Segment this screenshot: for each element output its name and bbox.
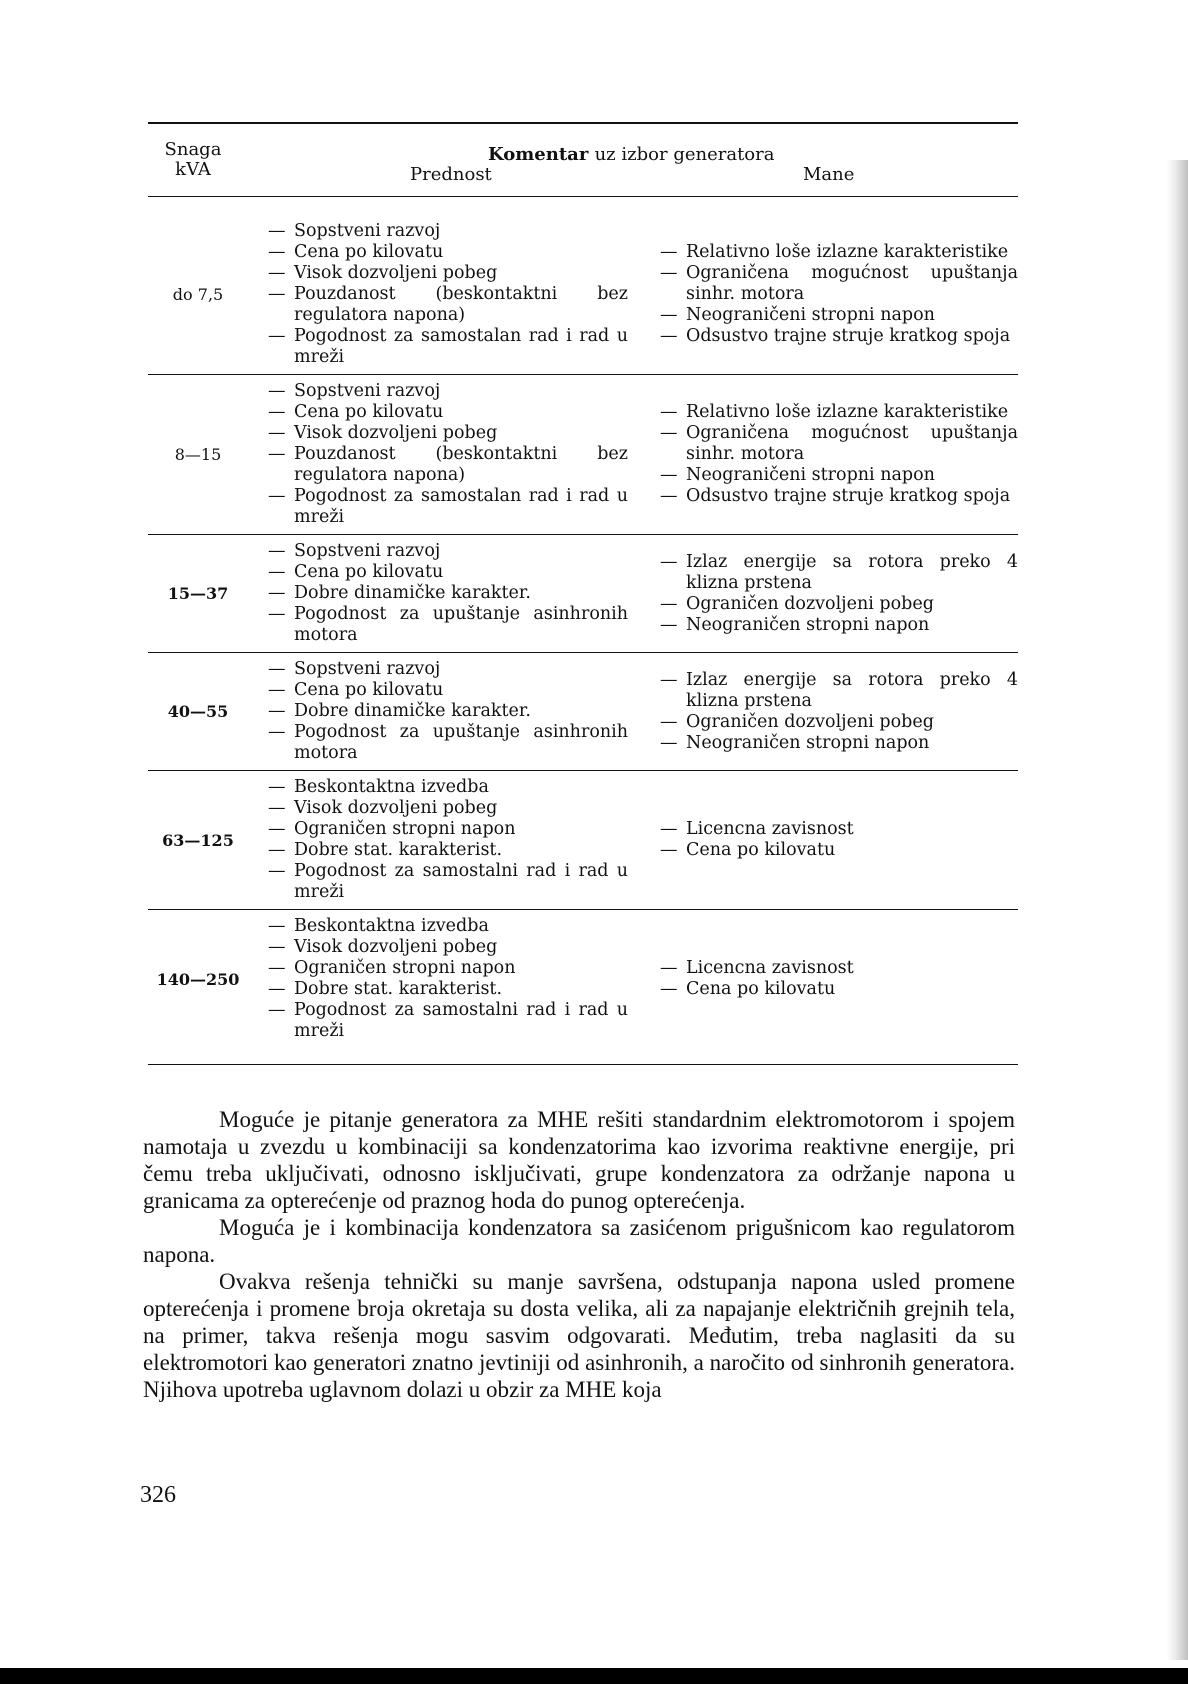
prednost-text: Visok dozvoljeni pobeg xyxy=(294,937,498,957)
cell-prednost xyxy=(248,653,634,771)
prednost-text: Pouzdanost (beskontaktni bez regulatora napona) xyxy=(294,284,628,325)
prednost-text: Beskontaktna izvedba xyxy=(294,777,489,797)
table-row xyxy=(148,375,1018,535)
mane-text: Odsustvo trajne struje kratkog spoja xyxy=(686,326,1011,346)
prednost-item xyxy=(268,242,628,263)
body-text xyxy=(143,1106,1015,1403)
table-row xyxy=(148,653,1018,771)
prednost-item xyxy=(268,840,628,861)
cell-snaga: 15—37 xyxy=(148,535,248,653)
dash-bullet: — xyxy=(268,583,286,603)
dash-bullet: — xyxy=(268,1000,286,1020)
mane-text: Relativno loše izlazne karakteristike xyxy=(686,242,1009,262)
cell-prednost xyxy=(248,197,634,375)
mane-text: Cena po kilovatu xyxy=(686,840,836,860)
dash-bullet: — xyxy=(268,402,286,422)
prednost-text: Sopstveni razvoj xyxy=(294,381,441,401)
mane-text: Ograničen dozvoljeni pobeg xyxy=(686,711,934,732)
cell-prednost xyxy=(248,535,634,653)
header-title-rest: uz izbor generatora xyxy=(594,144,775,165)
table-row xyxy=(148,535,1018,653)
mane-item xyxy=(660,594,1018,615)
mane-item xyxy=(660,402,1018,423)
prednost-item xyxy=(268,1000,628,1042)
dash-bullet: — xyxy=(660,732,678,753)
table-row xyxy=(148,771,1018,910)
page-number: 326 xyxy=(140,1482,176,1508)
dash-bullet: — xyxy=(268,221,286,241)
prednost-item xyxy=(268,444,628,486)
cell-snaga: 8—15 xyxy=(148,375,248,535)
prednost-item xyxy=(268,819,628,840)
prednost-text: Beskontaktna izvedba xyxy=(294,916,489,936)
mane-text: Licencna zavisnost xyxy=(686,958,854,978)
dash-bullet: — xyxy=(268,562,286,582)
mane-text: Izlaz energije sa rotora preko 4 klizna prstena xyxy=(686,669,1018,711)
cell-prednost xyxy=(248,771,634,910)
prednost-item xyxy=(268,284,628,326)
dash-bullet: — xyxy=(268,263,286,283)
table-row xyxy=(148,910,1018,1065)
prednost-item xyxy=(268,680,628,701)
mane-item xyxy=(660,840,1018,861)
prednost-item xyxy=(268,486,628,528)
table-body xyxy=(148,197,1018,1065)
cell-snaga: 140—250 xyxy=(148,910,248,1065)
mane-text: Cena po kilovatu xyxy=(686,979,836,999)
header-snaga-label: Snaga xyxy=(164,139,222,160)
dash-bullet: — xyxy=(268,242,286,262)
mane-item xyxy=(660,326,1018,347)
mane-text: Relativno loše izlazne karakteristike xyxy=(686,402,1009,422)
prednost-text: Dobre stat. karakterist. xyxy=(294,840,503,860)
dash-bullet: — xyxy=(268,659,286,679)
prednost-item xyxy=(268,402,628,423)
prednost-item xyxy=(268,979,628,1000)
prednost-item xyxy=(268,562,628,583)
dash-bullet: — xyxy=(268,444,286,464)
dash-bullet: — xyxy=(268,916,286,936)
dash-bullet: — xyxy=(268,840,286,860)
header-title xyxy=(488,144,774,165)
prednost-item xyxy=(268,381,628,402)
dash-bullet: — xyxy=(660,958,678,978)
prednost-text: Pouzdanost (beskontaktni bez regulatora napona) xyxy=(294,444,628,485)
prednost-text: Pogodnost za upuštanje asinhronih motora xyxy=(294,604,628,645)
prednost-text: Sopstveni razvoj xyxy=(294,541,441,561)
scan-bottom-bar xyxy=(0,1668,1188,1684)
prednost-item xyxy=(268,423,628,444)
dash-bullet: — xyxy=(660,979,678,999)
mane-text: Ograničena mogućnost upuštanja sinhr. motora xyxy=(686,423,1018,464)
dash-bullet: — xyxy=(660,305,678,325)
prednost-text: Dobre stat. karakterist. xyxy=(294,979,503,999)
cell-mane xyxy=(634,375,1018,535)
mane-item xyxy=(660,552,1018,594)
prednost-text: Cena po kilovatu xyxy=(294,562,444,582)
dash-bullet: — xyxy=(660,486,678,506)
dash-bullet: — xyxy=(268,486,286,506)
dash-bullet: — xyxy=(268,777,286,797)
mane-item xyxy=(660,733,1018,754)
prednost-text: Pogodnost za samostalni rad i rad u mreži xyxy=(294,1000,628,1041)
prednost-text: Sopstveni razvoj xyxy=(294,659,441,679)
cell-mane xyxy=(634,535,1018,653)
mane-text: Licencna zavisnost xyxy=(686,819,854,839)
dash-bullet: — xyxy=(660,423,678,443)
header-snaga-unit: kVA xyxy=(175,159,211,180)
mane-item xyxy=(660,670,1018,712)
dash-bullet: — xyxy=(660,263,678,283)
dash-bullet: — xyxy=(660,402,678,422)
prednost-item xyxy=(268,861,628,903)
header-prednost: Prednost xyxy=(410,164,492,185)
dash-bullet: — xyxy=(660,465,678,485)
header-snaga xyxy=(148,140,238,180)
dash-bullet: — xyxy=(268,381,286,401)
generator-comparison-table xyxy=(148,122,1018,1065)
table-row xyxy=(148,197,1018,375)
cell-mane xyxy=(634,653,1018,771)
mane-text: Ograničena mogućnost upuštanja sinhr. motora xyxy=(686,263,1018,304)
table-header xyxy=(148,124,1018,196)
prednost-text: Pogodnost za samostalni rad i rad u mreži xyxy=(294,861,628,902)
paragraph: Moguća je i kombinacija kondenzatora sa zasićenom prigušnicom kao regulatorom napona. xyxy=(143,1215,1015,1267)
prednost-text: Dobre dinamičke karakter. xyxy=(294,701,531,721)
prednost-text: Cena po kilovatu xyxy=(294,402,444,422)
dash-bullet: — xyxy=(268,819,286,839)
dash-bullet: — xyxy=(660,840,678,860)
dash-bullet: — xyxy=(660,711,678,732)
dash-bullet: — xyxy=(268,701,286,721)
header-mane: Mane xyxy=(803,164,855,185)
paragraph: Ovakva rešenja tehnički su manje savršena, odstupanja napona usled promene opterećenja i promene broja okretaja su dosta velika, ali za napajanje električnih grejnih tela, na primer, takva rešenja mogu sasvim odgovarati. Međutim, treba naglasiti da su elektromotori kao generatori znatno jevtiniji od asinhronih, a naročito od sinhronih generatora. Njihova upotreba uglavnom dolazi u obzir za MHE koja xyxy=(143,1269,1015,1402)
prednost-text: Pogodnost za upuštanje asinhronih motora xyxy=(294,722,628,763)
mane-text: Neograničeni stropni napon xyxy=(686,465,935,485)
dash-bullet: — xyxy=(660,326,678,346)
prednost-item xyxy=(268,326,628,368)
mane-text: Ograničen dozvoljeni pobeg xyxy=(686,593,934,614)
cell-snaga: do 7,5 xyxy=(148,197,248,375)
prednost-item xyxy=(268,958,628,979)
prednost-item xyxy=(268,541,628,562)
header-title-bold: Komentar xyxy=(488,144,589,165)
dash-bullet: — xyxy=(268,326,286,346)
mane-text: Neograničeni stropni napon xyxy=(686,305,935,325)
dash-bullet: — xyxy=(268,798,286,818)
mane-text: Odsustvo trajne struje kratkog spoja xyxy=(686,486,1011,506)
cell-prednost xyxy=(248,910,634,1065)
cell-snaga: 40—55 xyxy=(148,653,248,771)
prednost-item xyxy=(268,798,628,819)
mane-item xyxy=(660,423,1018,465)
mane-item xyxy=(660,242,1018,263)
mane-item xyxy=(660,712,1018,733)
prednost-text: Visok dozvoljeni pobeg xyxy=(294,263,498,283)
mane-item xyxy=(660,819,1018,840)
cell-snaga: 63—125 xyxy=(148,771,248,910)
cell-mane xyxy=(634,910,1018,1065)
mane-text: Izlaz energije sa rotora preko 4 klizna prstena xyxy=(686,551,1018,593)
prednost-item xyxy=(268,659,628,680)
paragraph: Moguće je pitanje generatora za MHE rešiti standardnim elektromotorom i spojem namotaja u zvezdu u kombinaciji sa kondenzatorima kao izvorima reaktivne energije, pri čemu treba uključivati, odnosno isključivati, grupe kondenzatora za održanje napona u granicama za opterećenje od praznog hoda do punog opterećenja. xyxy=(143,1107,1015,1213)
dash-bullet: — xyxy=(268,958,286,978)
prednost-item xyxy=(268,937,628,958)
dash-bullet: — xyxy=(660,669,678,690)
mane-text: Neograničen stropni napon xyxy=(686,614,930,635)
dash-bullet: — xyxy=(660,614,678,635)
dash-bullet: — xyxy=(268,423,286,443)
mane-item xyxy=(660,979,1018,1000)
mane-item xyxy=(660,615,1018,636)
dash-bullet: — xyxy=(268,604,286,624)
dash-bullet: — xyxy=(268,680,286,700)
mane-item xyxy=(660,465,1018,486)
mane-item xyxy=(660,305,1018,326)
dash-bullet: — xyxy=(660,593,678,614)
prednost-item xyxy=(268,722,628,764)
prednost-item xyxy=(268,777,628,798)
prednost-text: Ograničen stropni napon xyxy=(294,819,516,839)
prednost-item xyxy=(268,221,628,242)
prednost-text: Pogodnost za samostalan rad i rad u mreži xyxy=(294,486,628,527)
cell-mane xyxy=(634,197,1018,375)
prednost-text: Visok dozvoljeni pobeg xyxy=(294,423,498,443)
mane-item xyxy=(660,958,1018,979)
dash-bullet: — xyxy=(660,551,678,572)
mane-text: Neograničen stropni napon xyxy=(686,732,930,753)
dash-bullet: — xyxy=(268,861,286,881)
prednost-text: Visok dozvoljeni pobeg xyxy=(294,798,498,818)
prednost-item xyxy=(268,916,628,937)
prednost-text: Dobre dinamičke karakter. xyxy=(294,583,531,603)
dash-bullet: — xyxy=(660,242,678,262)
dash-bullet: — xyxy=(660,819,678,839)
prednost-item xyxy=(268,263,628,284)
dash-bullet: — xyxy=(268,284,286,304)
cell-prednost xyxy=(248,375,634,535)
prednost-text: Pogodnost za samostalan rad i rad u mreži xyxy=(294,326,628,367)
prednost-item xyxy=(268,583,628,604)
cell-mane xyxy=(634,771,1018,910)
prednost-text: Cena po kilovatu xyxy=(294,242,444,262)
dash-bullet: — xyxy=(268,541,286,561)
mane-item xyxy=(660,486,1018,507)
dash-bullet: — xyxy=(268,937,286,957)
prednost-text: Sopstveni razvoj xyxy=(294,221,441,241)
prednost-item xyxy=(268,701,628,722)
mane-item xyxy=(660,263,1018,305)
dash-bullet: — xyxy=(268,979,286,999)
dash-bullet: — xyxy=(268,722,286,742)
scan-edge-shadow xyxy=(1166,160,1188,1660)
prednost-text: Cena po kilovatu xyxy=(294,680,444,700)
prednost-item xyxy=(268,604,628,646)
prednost-text: Ograničen stropni napon xyxy=(294,958,516,978)
